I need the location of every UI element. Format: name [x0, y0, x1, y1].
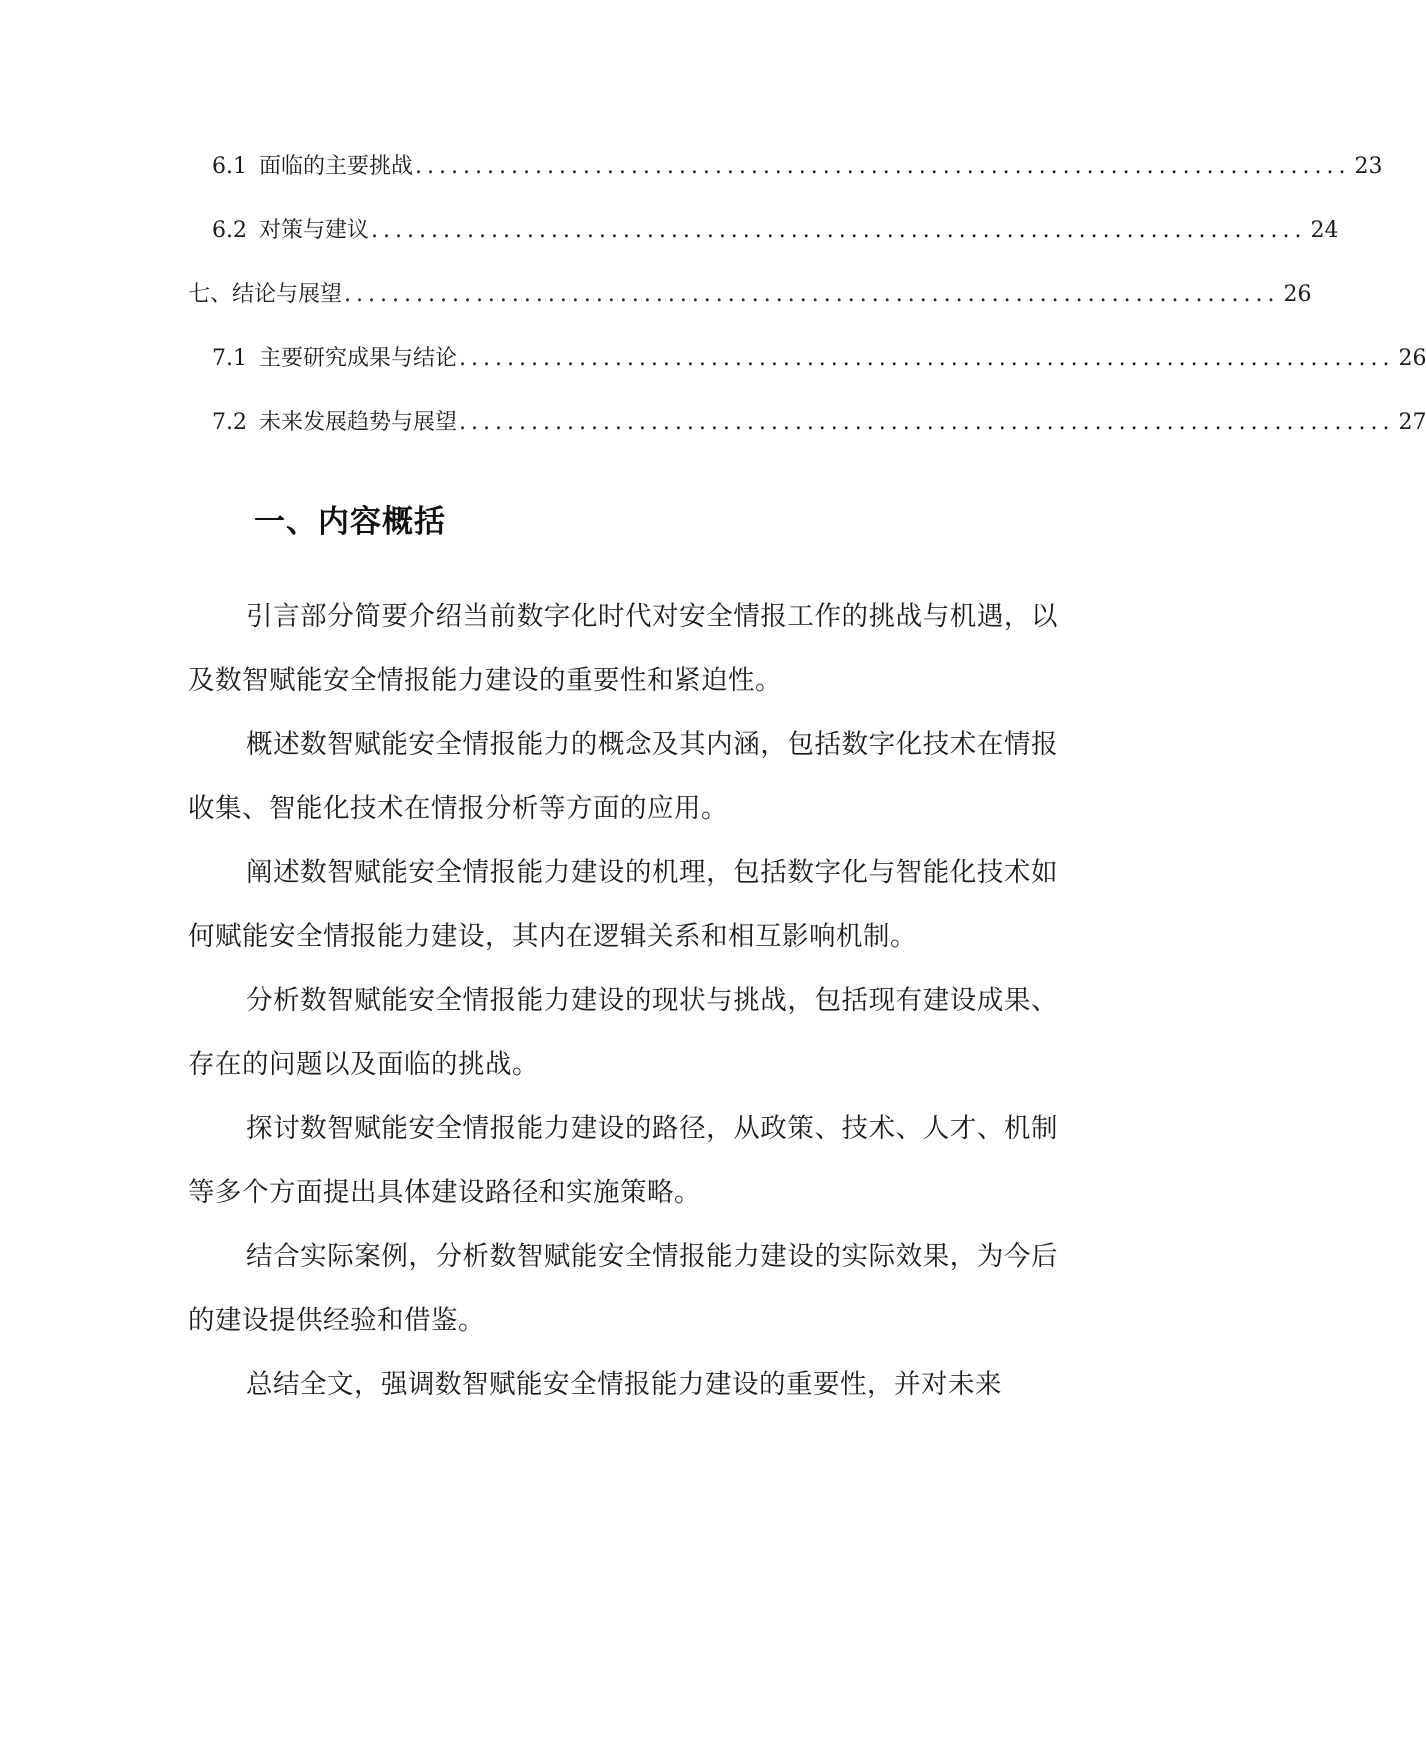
- toc-entry[interactable]: [188, 280, 1312, 310]
- toc-page-number: 26: [1283, 282, 1312, 307]
- paragraph: 分析数智赋能安全情报能力建设的现状与挑战，包括现有建设成果、存在的问题以及面临的挑战。: [188, 985, 1058, 1080]
- toc-entry-title: [212, 152, 413, 182]
- toc-entry[interactable]: [212, 408, 1426, 438]
- toc-entry[interactable]: [212, 152, 1383, 182]
- toc-page-number: 26: [1398, 346, 1426, 371]
- toc-page-number: 27: [1398, 410, 1426, 435]
- toc-leader-dots: ..............................................................................: [459, 346, 1395, 371]
- toc-entry-number: 7.2: [212, 410, 247, 435]
- section-heading: 一、内容概括: [254, 504, 446, 540]
- toc-entry-text: 面临的主要挑战: [259, 154, 414, 179]
- paragraph: 阐述数智赋能安全情报能力建设的机理，包括数字化与智能化技术如何赋能安全情报能力建设，其内在逻辑关系和相互影响机制。: [188, 857, 1058, 952]
- toc-entry-title: [188, 280, 342, 310]
- toc-entry-number: 6.1: [212, 154, 247, 179]
- toc-entry[interactable]: [212, 216, 1339, 246]
- paragraph: 引言部分简要介绍当前数字化时代对安全情报工作的挑战与机遇，以及数智赋能安全情报能力建设的重要性和紧迫性。: [188, 601, 1058, 696]
- toc-leader-dots: ..............................................................................: [344, 282, 1280, 307]
- paragraph: 结合实际案例，分析数智赋能安全情报能力建设的实际效果，为今后的建设提供经验和借鉴。: [188, 1241, 1058, 1336]
- paragraph: 总结全文，强调数智赋能安全情报能力建设的重要性，并对未来: [246, 1369, 1002, 1400]
- toc-page-number: 23: [1354, 154, 1383, 179]
- toc-entry-number: 6.2: [212, 218, 247, 243]
- toc-entry[interactable]: [212, 344, 1426, 374]
- toc-entry-text: 主要研究成果与结论: [259, 346, 458, 371]
- toc-page-number: 24: [1310, 218, 1339, 243]
- toc-entry-text: 七、结论与展望: [188, 282, 343, 307]
- section-body: [188, 585, 1058, 1417]
- toc-leader-dots: ..............................................................................: [415, 154, 1351, 179]
- paragraph: 概述数智赋能安全情报能力的概念及其内涵，包括数字化技术在情报收集、智能化技术在情报分析等方面的应用。: [188, 729, 1058, 824]
- toc-entry-title: [212, 216, 369, 246]
- toc-entry-text: 未来发展趋势与展望: [259, 410, 458, 435]
- toc-entry-number: 7.1: [212, 346, 247, 371]
- toc-leader-dots: ..............................................................................: [371, 218, 1307, 243]
- toc-entry-title: [212, 344, 457, 374]
- toc-entry-title: [212, 408, 457, 438]
- paragraph: 探讨数智赋能安全情报能力建设的路径，从政策、技术、人才、机制等多个方面提出具体建设路径和实施策略。: [188, 1113, 1058, 1208]
- toc-entry-text: 对策与建议: [259, 218, 370, 243]
- toc-leader-dots: ..............................................................................: [459, 410, 1395, 435]
